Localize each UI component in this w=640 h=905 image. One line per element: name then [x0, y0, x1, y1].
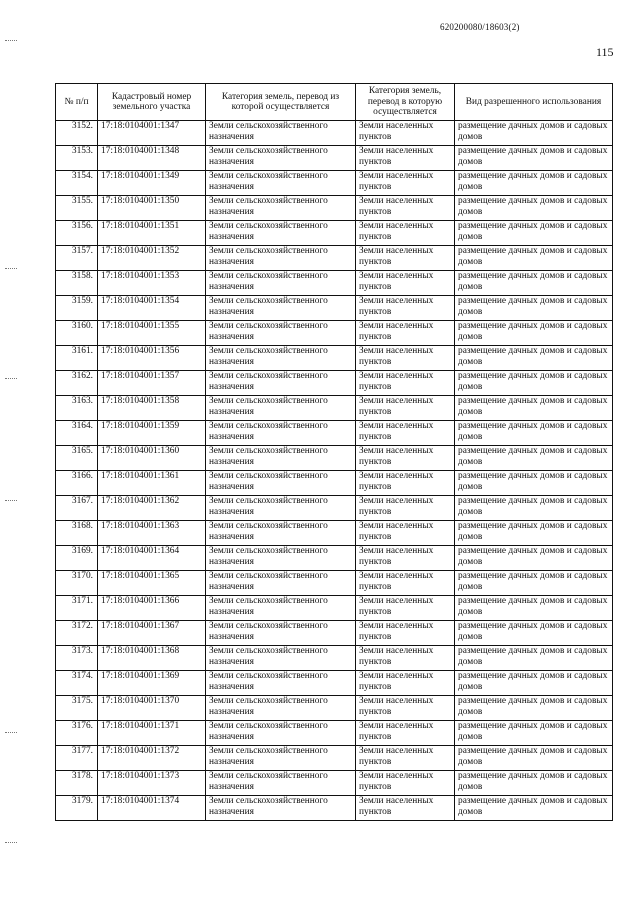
table-row — [56, 196, 613, 221]
permitted-use: размещение дачных домов и садовых домов — [455, 171, 613, 196]
row-number: 3173. — [56, 646, 98, 671]
category-from: Земли сельскохозяйственного назначения — [206, 496, 356, 521]
table-row — [56, 371, 613, 396]
row-number: 3167. — [56, 496, 98, 521]
table-row — [56, 121, 613, 146]
table-row — [56, 546, 613, 571]
row-number: 3155. — [56, 196, 98, 221]
table-row — [56, 346, 613, 371]
category-from: Земли сельскохозяйственного назначения — [206, 546, 356, 571]
row-number: 3159. — [56, 296, 98, 321]
row-number: 3170. — [56, 571, 98, 596]
permitted-use: размещение дачных домов и садовых домов — [455, 496, 613, 521]
cadastral-number: 17:18:0104001:1360 — [98, 446, 206, 471]
scan-margin-mark — [5, 842, 17, 845]
permitted-use: размещение дачных домов и садовых домов — [455, 546, 613, 571]
document-id: 620200080/18603(2) — [440, 22, 520, 32]
table-row — [56, 296, 613, 321]
permitted-use: размещение дачных домов и садовых домов — [455, 246, 613, 271]
permitted-use: размещение дачных домов и садовых домов — [455, 596, 613, 621]
land-plots-table — [55, 83, 613, 821]
category-to: Земли населенных пунктов — [356, 121, 455, 146]
category-from: Земли сельскохозяйственного назначения — [206, 796, 356, 821]
row-number: 3179. — [56, 796, 98, 821]
cadastral-number: 17:18:0104001:1355 — [98, 321, 206, 346]
category-from: Земли сельскохозяйственного назначения — [206, 396, 356, 421]
permitted-use: размещение дачных домов и садовых домов — [455, 346, 613, 371]
category-to: Земли населенных пунктов — [356, 296, 455, 321]
category-to: Земли населенных пунктов — [356, 496, 455, 521]
permitted-use: размещение дачных домов и садовых домов — [455, 121, 613, 146]
row-number: 3163. — [56, 396, 98, 421]
row-number: 3154. — [56, 171, 98, 196]
category-from: Земли сельскохозяйственного назначения — [206, 146, 356, 171]
table-row — [56, 571, 613, 596]
table-row — [56, 171, 613, 196]
category-from: Земли сельскохозяйственного назначения — [206, 246, 356, 271]
permitted-use: размещение дачных домов и садовых домов — [455, 446, 613, 471]
cadastral-number: 17:18:0104001:1353 — [98, 271, 206, 296]
category-from: Земли сельскохозяйственного назначения — [206, 421, 356, 446]
category-to: Земли населенных пунктов — [356, 471, 455, 496]
scan-margin-mark — [5, 500, 17, 503]
row-number: 3178. — [56, 771, 98, 796]
category-to: Земли населенных пунктов — [356, 221, 455, 246]
category-to: Земли населенных пунктов — [356, 596, 455, 621]
category-to: Земли населенных пунктов — [356, 371, 455, 396]
cadastral-number: 17:18:0104001:1349 — [98, 171, 206, 196]
row-number: 3171. — [56, 596, 98, 621]
table-row — [56, 796, 613, 821]
category-to: Земли населенных пунктов — [356, 646, 455, 671]
row-number: 3153. — [56, 146, 98, 171]
category-from: Земли сельскохозяйственного назначения — [206, 346, 356, 371]
category-from: Земли сельскохозяйственного назначения — [206, 196, 356, 221]
row-number: 3166. — [56, 471, 98, 496]
category-from: Земли сельскохозяйственного назначения — [206, 221, 356, 246]
row-number: 3176. — [56, 721, 98, 746]
permitted-use: размещение дачных домов и садовых домов — [455, 396, 613, 421]
permitted-use: размещение дачных домов и садовых домов — [455, 321, 613, 346]
cadastral-number: 17:18:0104001:1370 — [98, 696, 206, 721]
category-from: Земли сельскохозяйственного назначения — [206, 321, 356, 346]
permitted-use: размещение дачных домов и садовых домов — [455, 771, 613, 796]
category-to: Земли населенных пунктов — [356, 171, 455, 196]
permitted-use: размещение дачных домов и садовых домов — [455, 196, 613, 221]
category-from: Земли сельскохозяйственного назначения — [206, 446, 356, 471]
permitted-use: размещение дачных домов и садовых домов — [455, 796, 613, 821]
category-to: Земли населенных пунктов — [356, 446, 455, 471]
table-row — [56, 496, 613, 521]
table-row — [56, 271, 613, 296]
table-row — [56, 396, 613, 421]
category-from: Земли сельскохозяйственного назначения — [206, 296, 356, 321]
permitted-use: размещение дачных домов и садовых домов — [455, 746, 613, 771]
page-number: 115 — [596, 45, 614, 59]
table-row — [56, 596, 613, 621]
category-to: Земли населенных пунктов — [356, 571, 455, 596]
category-from: Земли сельскохозяйственного назначения — [206, 646, 356, 671]
cadastral-number: 17:18:0104001:1354 — [98, 296, 206, 321]
cadastral-number: 17:18:0104001:1361 — [98, 471, 206, 496]
permitted-use: размещение дачных домов и садовых домов — [455, 146, 613, 171]
table-row — [56, 471, 613, 496]
category-from: Земли сельскохозяйственного назначения — [206, 746, 356, 771]
row-number: 3162. — [56, 371, 98, 396]
permitted-use: размещение дачных домов и садовых домов — [455, 221, 613, 246]
category-to: Земли населенных пунктов — [356, 271, 455, 296]
table-row — [56, 146, 613, 171]
permitted-use: размещение дачных домов и садовых домов — [455, 521, 613, 546]
permitted-use: размещение дачных домов и садовых домов — [455, 646, 613, 671]
cadastral-number: 17:18:0104001:1359 — [98, 421, 206, 446]
header-number: № п/п — [56, 84, 98, 121]
cadastral-number: 17:18:0104001:1350 — [98, 196, 206, 221]
permitted-use: размещение дачных домов и садовых домов — [455, 721, 613, 746]
category-from: Земли сельскохозяйственного назначения — [206, 621, 356, 646]
table-row — [56, 621, 613, 646]
category-from: Земли сельскохозяйственного назначения — [206, 471, 356, 496]
category-to: Земли населенных пунктов — [356, 396, 455, 421]
cadastral-number: 17:18:0104001:1374 — [98, 796, 206, 821]
table-body — [56, 121, 613, 821]
permitted-use: размещение дачных домов и садовых домов — [455, 296, 613, 321]
category-from: Земли сельскохозяйственного назначения — [206, 771, 356, 796]
cadastral-number: 17:18:0104001:1352 — [98, 246, 206, 271]
table-row — [56, 696, 613, 721]
category-to: Земли населенных пунктов — [356, 671, 455, 696]
category-to: Земли населенных пунктов — [356, 621, 455, 646]
permitted-use: размещение дачных домов и садовых домов — [455, 271, 613, 296]
permitted-use: размещение дачных домов и садовых домов — [455, 696, 613, 721]
table-row — [56, 771, 613, 796]
permitted-use: размещение дачных домов и садовых домов — [455, 371, 613, 396]
row-number: 3172. — [56, 621, 98, 646]
cadastral-number: 17:18:0104001:1357 — [98, 371, 206, 396]
table-row — [56, 221, 613, 246]
table-row — [56, 521, 613, 546]
header-category-to: Категория земель, перевод в которую осуществляется — [356, 84, 455, 121]
row-number: 3165. — [56, 446, 98, 471]
category-from: Земли сельскохозяйственного назначения — [206, 596, 356, 621]
cadastral-number: 17:18:0104001:1347 — [98, 121, 206, 146]
table-row — [56, 746, 613, 771]
table-row — [56, 446, 613, 471]
cadastral-number: 17:18:0104001:1358 — [98, 396, 206, 421]
cadastral-number: 17:18:0104001:1366 — [98, 596, 206, 621]
category-from: Земли сельскохозяйственного назначения — [206, 171, 356, 196]
category-from: Земли сельскохозяйственного назначения — [206, 721, 356, 746]
row-number: 3156. — [56, 221, 98, 246]
row-number: 3152. — [56, 121, 98, 146]
cadastral-number: 17:18:0104001:1367 — [98, 621, 206, 646]
table-row — [56, 246, 613, 271]
row-number: 3160. — [56, 321, 98, 346]
table-row — [56, 721, 613, 746]
row-number: 3161. — [56, 346, 98, 371]
category-to: Земли населенных пунктов — [356, 246, 455, 271]
scan-margin-mark — [5, 40, 17, 43]
scan-margin-mark — [5, 732, 17, 735]
table-row — [56, 321, 613, 346]
category-from: Земли сельскохозяйственного назначения — [206, 521, 356, 546]
category-from: Земли сельскохозяйственного назначения — [206, 121, 356, 146]
category-to: Земли населенных пунктов — [356, 346, 455, 371]
cadastral-number: 17:18:0104001:1364 — [98, 546, 206, 571]
permitted-use: размещение дачных домов и садовых домов — [455, 621, 613, 646]
permitted-use: размещение дачных домов и садовых домов — [455, 571, 613, 596]
category-to: Земли населенных пунктов — [356, 146, 455, 171]
cadastral-number: 17:18:0104001:1365 — [98, 571, 206, 596]
table-row — [56, 646, 613, 671]
cadastral-number: 17:18:0104001:1348 — [98, 146, 206, 171]
table-row — [56, 671, 613, 696]
cadastral-number: 17:18:0104001:1373 — [98, 771, 206, 796]
category-to: Земли населенных пунктов — [356, 721, 455, 746]
row-number: 3168. — [56, 521, 98, 546]
category-from: Земли сельскохозяйственного назначения — [206, 571, 356, 596]
category-to: Земли населенных пунктов — [356, 696, 455, 721]
table-header-row — [56, 84, 613, 121]
row-number: 3164. — [56, 421, 98, 446]
category-to: Земли населенных пунктов — [356, 196, 455, 221]
category-to: Земли населенных пунктов — [356, 796, 455, 821]
header-permitted-use: Вид разрешенного использования — [455, 84, 613, 121]
row-number: 3157. — [56, 246, 98, 271]
row-number: 3175. — [56, 696, 98, 721]
category-to: Земли населенных пунктов — [356, 746, 455, 771]
permitted-use: размещение дачных домов и садовых домов — [455, 671, 613, 696]
category-from: Земли сельскохозяйственного назначения — [206, 671, 356, 696]
permitted-use: размещение дачных домов и садовых домов — [455, 421, 613, 446]
scan-margin-mark — [5, 268, 17, 271]
row-number: 3158. — [56, 271, 98, 296]
category-to: Земли населенных пунктов — [356, 771, 455, 796]
cadastral-number: 17:18:0104001:1369 — [98, 671, 206, 696]
category-from: Земли сельскохозяйственного назначения — [206, 271, 356, 296]
cadastral-number: 17:18:0104001:1372 — [98, 746, 206, 771]
scan-margin-mark — [5, 378, 17, 381]
cadastral-number: 17:18:0104001:1368 — [98, 646, 206, 671]
header-category-from: Категория земель, перевод из которой осуществляется — [206, 84, 356, 121]
header-cadastral-number: Кадастровый номер земельного участка — [98, 84, 206, 121]
cadastral-number: 17:18:0104001:1362 — [98, 496, 206, 521]
category-from: Земли сельскохозяйственного назначения — [206, 696, 356, 721]
row-number: 3169. — [56, 546, 98, 571]
table-row — [56, 421, 613, 446]
cadastral-number: 17:18:0104001:1351 — [98, 221, 206, 246]
row-number: 3177. — [56, 746, 98, 771]
category-to: Земли населенных пунктов — [356, 546, 455, 571]
category-to: Земли населенных пунктов — [356, 421, 455, 446]
category-to: Земли населенных пунктов — [356, 321, 455, 346]
row-number: 3174. — [56, 671, 98, 696]
category-from: Земли сельскохозяйственного назначения — [206, 371, 356, 396]
permitted-use: размещение дачных домов и садовых домов — [455, 471, 613, 496]
cadastral-number: 17:18:0104001:1363 — [98, 521, 206, 546]
cadastral-number: 17:18:0104001:1356 — [98, 346, 206, 371]
cadastral-number: 17:18:0104001:1371 — [98, 721, 206, 746]
category-to: Земли населенных пунктов — [356, 521, 455, 546]
